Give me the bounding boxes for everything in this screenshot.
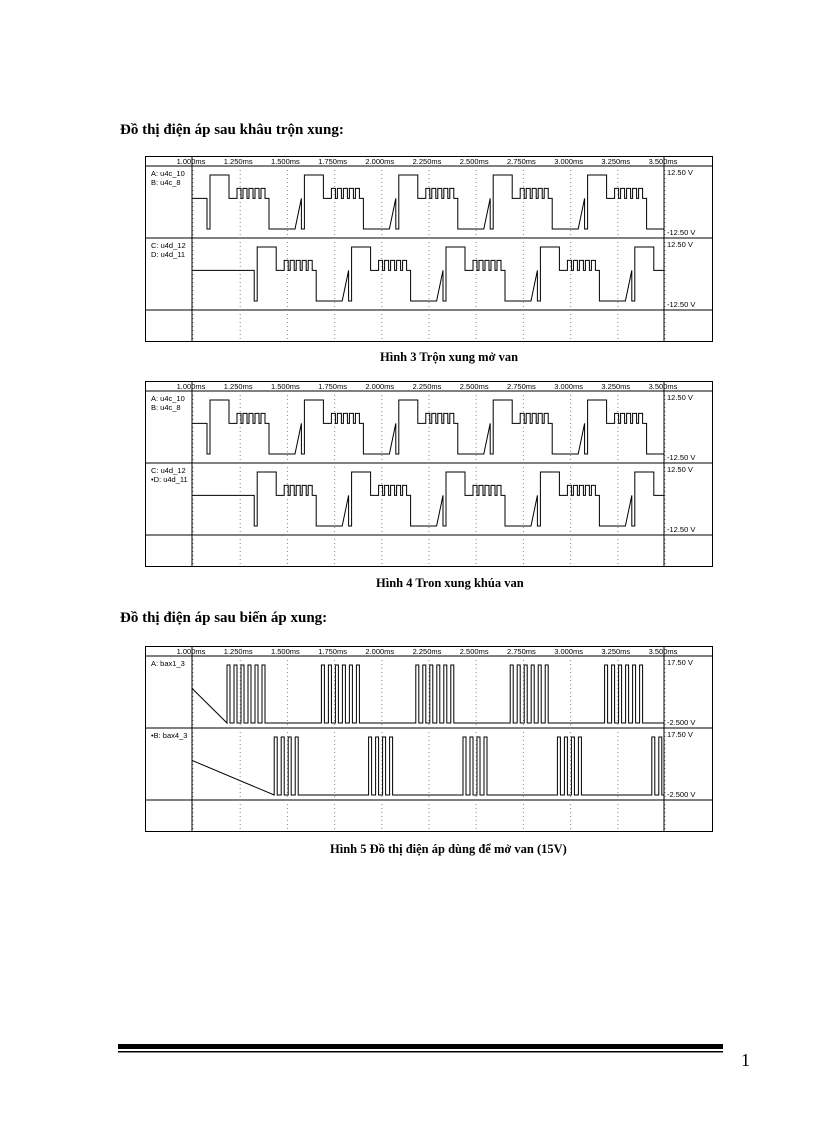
time-tick-label: 1.750ms	[318, 382, 347, 391]
trace-label: •D: u4d_11	[151, 475, 188, 484]
trace-label: A: u4c_10	[151, 169, 185, 178]
scope-figure-5	[145, 646, 713, 832]
trace-label: •B: bax4_3	[151, 731, 188, 740]
trace-label: A: bax1_3	[151, 659, 185, 668]
footer-rule	[118, 1044, 723, 1054]
trace-label: C: u4d_12	[151, 466, 186, 475]
trace-vmax-label: 17.50 V	[667, 658, 693, 667]
time-tick-label: 2.750ms	[507, 157, 536, 166]
section-heading-transformer: Đồ thị điện áp sau biến áp xung:	[120, 610, 328, 626]
scope-frame	[146, 647, 713, 832]
scope-frame	[146, 382, 713, 567]
scope-frame	[146, 157, 713, 342]
time-tick-label: 2.750ms	[507, 647, 536, 656]
time-tick-label: 2.500ms	[459, 157, 489, 166]
time-tick-label: 2.750ms	[507, 382, 536, 391]
scope-display	[145, 381, 713, 567]
time-tick-label: 2.250ms	[412, 382, 442, 391]
time-tick-label: 2.250ms	[412, 157, 442, 166]
trace-vmax-label: 12.50 V	[667, 168, 693, 177]
time-tick-label: 1.250ms	[223, 647, 253, 656]
trace-vmax-label: 17.50 V	[667, 730, 693, 739]
trace-vmax-label: 12.50 V	[667, 465, 693, 474]
time-tick-label: 2.000ms	[365, 157, 395, 166]
time-tick-label: 2.000ms	[365, 647, 395, 656]
figure-5-caption: Hình 5 Đồ thị điện áp dùng để mở van (15V)	[330, 842, 567, 856]
page-number: 1	[741, 1050, 750, 1070]
section-heading-mixing: Đồ thị điện áp sau khâu trộn xung:	[120, 122, 344, 138]
time-tick-label: 3.000ms	[554, 647, 583, 656]
time-tick-label: 1.750ms	[318, 647, 347, 656]
scope-figure-4	[145, 381, 713, 567]
time-tick-label: 1.750ms	[318, 157, 347, 166]
trace-label: A: u4c_10	[151, 394, 185, 403]
time-tick-label: 1.250ms	[223, 382, 253, 391]
time-tick-label: 1.000ms	[176, 157, 206, 166]
time-tick-label: 2.000ms	[365, 382, 395, 391]
time-tick-label: 1.000ms	[176, 382, 206, 391]
time-tick-label: 1.000ms	[176, 647, 206, 656]
scope-display	[145, 646, 713, 832]
time-tick-label: 3.500ms	[648, 382, 678, 391]
figure-4-caption: Hình 4 Tron xung khúa van	[376, 576, 524, 590]
trace-vmin-label: -12.50 V	[667, 453, 696, 462]
time-tick-label: 3.000ms	[554, 157, 583, 166]
time-tick-label: 2.250ms	[412, 647, 442, 656]
time-tick-label: 2.500ms	[459, 382, 489, 391]
trace-vmin-label: -12.50 V	[667, 525, 696, 534]
trace-label: C: u4d_12	[151, 241, 186, 250]
time-tick-label: 1.500ms	[271, 647, 300, 656]
scope-display	[145, 156, 713, 342]
time-tick-label: 3.250ms	[601, 647, 631, 656]
trace-label: D: u4d_11	[151, 250, 186, 259]
time-tick-label: 3.500ms	[648, 647, 678, 656]
time-tick-label: 2.500ms	[459, 647, 489, 656]
time-tick-label: 3.000ms	[554, 382, 583, 391]
trace-vmin-label: -12.50 V	[667, 228, 696, 237]
time-tick-label: 3.500ms	[648, 157, 678, 166]
time-tick-label: 1.500ms	[271, 157, 300, 166]
trace-vmin-label: -12.50 V	[667, 300, 696, 309]
time-tick-label: 3.250ms	[601, 157, 631, 166]
scope-figure-3	[145, 156, 713, 342]
trace-label: B: u4c_8	[151, 403, 181, 412]
trace-label: B: u4c_8	[151, 178, 181, 187]
trace-vmin-label: -2.500 V	[667, 718, 696, 727]
time-tick-label: 1.250ms	[223, 157, 253, 166]
time-tick-label: 1.500ms	[271, 382, 300, 391]
trace-vmax-label: 12.50 V	[667, 240, 693, 249]
time-tick-label: 3.250ms	[601, 382, 631, 391]
trace-vmin-label: -2.500 V	[667, 790, 696, 799]
trace-vmax-label: 12.50 V	[667, 393, 693, 402]
figure-3-caption: Hình 3 Trộn xung mở van	[380, 350, 519, 364]
